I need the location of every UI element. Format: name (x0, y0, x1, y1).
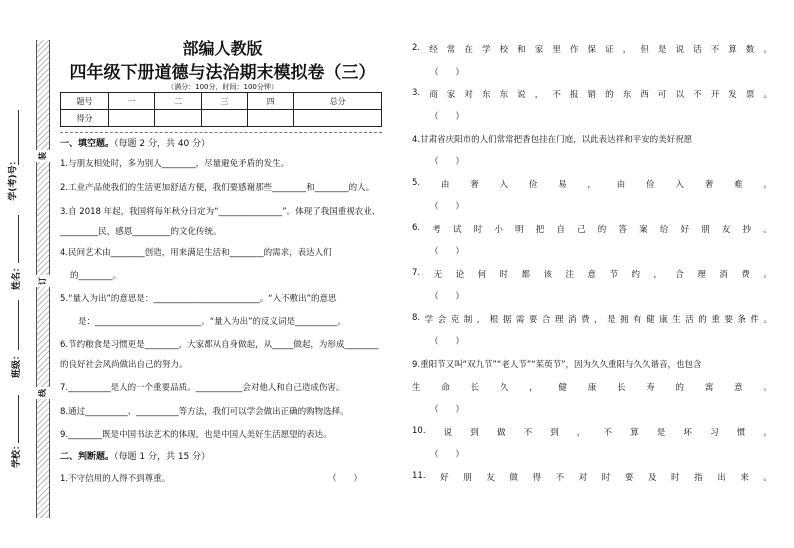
question-glyph: 难 (734, 180, 743, 190)
question-glyph: 东 (481, 90, 491, 100)
fill-question-1: 1.与朋友相处时，多为别人________，尽量避免矛盾的发生。 (60, 159, 290, 169)
section2-title: 二、判断题。 (60, 452, 115, 462)
answer-paren-4[interactable]: （ ） (430, 157, 465, 167)
score-header-cell: 总分 (294, 93, 382, 110)
question-glyph: 来 (740, 473, 749, 483)
question-glyph: 奢 (704, 180, 714, 190)
question-glyph: 8. (412, 313, 421, 323)
question-glyph: 时 (601, 473, 611, 483)
score-cell[interactable] (155, 110, 201, 127)
section-divider (60, 132, 382, 133)
question-glyph: 对 (464, 90, 473, 100)
student-id-line (18, 110, 19, 165)
question-glyph: 。 (763, 45, 772, 55)
question-glyph: 入 (499, 180, 509, 190)
answer-paren-7[interactable]: （ ） (430, 292, 465, 302)
judge-question-11 (412, 471, 772, 483)
question-glyph: 做 (509, 473, 518, 483)
question-glyph: 作 (569, 45, 579, 55)
fill-question-2: 2.工业产品使我们的生活更加舒适方便，我们要感谢那些________和________的人。 (60, 183, 375, 193)
question-glyph: 学 (481, 45, 491, 55)
question-glyph: 节 (609, 270, 618, 280)
question-glyph: 10. (412, 426, 426, 436)
question-glyph: 件 (750, 315, 759, 325)
question-glyph: 消 (567, 315, 577, 325)
score-header-cell: 一 (109, 93, 155, 110)
question-glyph: 注 (565, 270, 575, 280)
question-glyph: 算 (630, 428, 639, 438)
question-glyph: 俭 (646, 180, 655, 190)
question-glyph: 11. (412, 471, 426, 481)
answer-paren-9[interactable]: （ ） (430, 405, 465, 415)
question-glyph: 数 (745, 45, 755, 55)
question-glyph: 试 (452, 225, 462, 235)
question-glyph: 小 (494, 225, 503, 235)
question-glyph: 明 (515, 225, 524, 235)
question-glyph: 好 (680, 225, 690, 235)
question-glyph: 销 (587, 90, 597, 100)
question-glyph: 长 (616, 383, 626, 393)
binding-mark-zhuang: 装 (35, 150, 51, 162)
question-glyph: 西 (640, 90, 649, 100)
question-glyph: 都 (521, 270, 531, 280)
answer-paren-5[interactable]: （ ） (430, 202, 465, 212)
question-glyph: 的 (605, 90, 614, 100)
question-glyph: 习 (710, 428, 719, 438)
question-glyph: ， (622, 45, 632, 55)
score-table-score-row (61, 110, 382, 127)
exam-title: 四年级下册道德与法治期末模拟卷（三） (69, 63, 376, 83)
exam-info: （满分：100分，时间：100分钟） (167, 83, 278, 91)
question-glyph: 寿 (646, 383, 655, 393)
question-glyph: 抄 (742, 225, 752, 235)
question-glyph: 奢 (470, 180, 479, 190)
question-glyph: 由 (440, 180, 450, 190)
question-glyph: 做 (496, 428, 506, 438)
answer-paren-6[interactable]: （ ） (430, 247, 465, 257)
question-glyph: 证 (605, 45, 614, 55)
fill-question-7: 7.__________是人的一个重要品质。___________会对他人和自己造成伤害。 (60, 383, 345, 393)
question-glyph: 东 (622, 90, 632, 100)
question-glyph: 学 (424, 315, 434, 325)
judge-question-10 (412, 426, 772, 438)
question-glyph: 以 (675, 90, 685, 100)
section1-points: （每题 2 分，共 40 分） (114, 139, 211, 149)
question-glyph: 己 (577, 225, 586, 235)
score-cell[interactable] (248, 110, 294, 127)
fill-question-9: 9.________既是中国书法艺术的体现，也是中国人美好生活愿望的表达。 (60, 430, 332, 440)
question-glyph: 重 (711, 315, 720, 325)
question-glyph: 要 (624, 473, 634, 483)
question-glyph: 需 (515, 315, 525, 325)
binding-mark-xian: 线 (35, 387, 51, 399)
name-line (18, 215, 19, 263)
question-glyph: 友 (721, 225, 731, 235)
question-glyph: 出 (717, 473, 726, 483)
question-glyph: 费 (581, 315, 590, 325)
question-glyph: 东 (499, 90, 509, 100)
fill-question-8: 8.通过__________、__________等方法，我们可以学会做出正确的购物选择。 (60, 407, 349, 417)
question-glyph: 话 (693, 45, 702, 55)
question-glyph: 的 (597, 225, 607, 235)
score-header-cell: 二 (155, 93, 201, 110)
question-glyph: ， (653, 270, 662, 280)
question-glyph: ， (534, 90, 544, 100)
question-glyph: 入 (675, 180, 684, 190)
question-glyph: 。 (763, 383, 772, 393)
question-glyph: 得 (532, 473, 541, 483)
question-glyph: 及 (647, 473, 657, 483)
judge-question-8 (412, 313, 772, 325)
score-header-cell: 四 (248, 93, 294, 110)
question-glyph: 由 (616, 180, 626, 190)
question-glyph: 友 (486, 473, 495, 483)
score-table (60, 92, 382, 127)
question-glyph: 3. (412, 88, 421, 98)
question-glyph: 惯 (736, 428, 746, 438)
section2-heading (60, 449, 210, 462)
score-row-label: 得分 (61, 110, 109, 127)
question-glyph: 长 (470, 383, 480, 393)
fill-question-3-cont: _________民，感恩_________的文化传统。 (60, 227, 222, 237)
score-cell[interactable] (201, 110, 247, 127)
question-glyph: 合 (541, 315, 551, 325)
question-glyph: 该 (543, 270, 553, 280)
question-glyph: 把 (535, 225, 545, 235)
name-label: 姓名： (12, 262, 23, 291)
question-glyph: 的 (698, 315, 707, 325)
question-glyph: 票 (745, 90, 755, 100)
fill-question-4-cont: 的________。 (70, 271, 122, 281)
question-glyph: 条 (737, 315, 746, 325)
question-glyph: 活 (685, 315, 694, 325)
question-glyph: 。 (763, 225, 772, 235)
question-glyph: 克 (450, 315, 460, 325)
fill-question-5-cont: 是：_________________________。“量入为出”的反义词是__________。 (78, 317, 347, 327)
question-glyph: 健 (558, 383, 567, 393)
question-glyph: 考 (432, 225, 441, 235)
question-glyph: 到 (470, 428, 479, 438)
question-glyph: 拥 (620, 315, 629, 325)
question-glyph: 开 (710, 90, 720, 100)
question-glyph: 给 (659, 225, 669, 235)
fill-question-4: 4.民间艺术由________创造，用来满足生活和________的需求，表达人们 (60, 248, 332, 258)
question-glyph: 在 (464, 45, 473, 55)
class-label: 班级： (12, 350, 23, 379)
question-glyph: 保 (587, 45, 597, 55)
publisher-heading: 部编人教版 (182, 39, 263, 58)
question-glyph: 5. (412, 178, 421, 188)
judge-question-7 (412, 268, 772, 280)
question-glyph: 据 (502, 315, 512, 325)
question-glyph: 费 (741, 270, 750, 280)
question-glyph: 商 (429, 90, 438, 100)
question-glyph: 不 (523, 428, 533, 438)
question-glyph: 到 (550, 428, 559, 438)
question-glyph: 家 (534, 45, 544, 55)
question-glyph: 合 (675, 270, 684, 280)
question-glyph: 根 (489, 315, 499, 325)
binding-strip (0, 0, 56, 548)
class-line (18, 300, 19, 350)
question-glyph: 案 (639, 225, 648, 235)
question-glyph: 久 (499, 383, 509, 393)
question-glyph: 家 (446, 90, 456, 100)
question-glyph: 朋 (463, 473, 472, 483)
question-glyph: 是 (657, 45, 667, 55)
question-glyph: 校 (499, 45, 509, 55)
question-glyph: ， (587, 180, 596, 190)
question-glyph: 。 (763, 180, 772, 190)
question-glyph: 生 (412, 383, 421, 393)
question-glyph: 康 (587, 383, 597, 393)
judge-question-2 (412, 43, 772, 55)
question-glyph: 但 (640, 45, 649, 55)
question-glyph: 。 (763, 90, 772, 100)
score-header-cell: 三 (201, 93, 247, 110)
section1-heading (60, 136, 210, 149)
question-glyph: 说 (517, 90, 526, 100)
question-glyph: ， (594, 315, 603, 325)
score-table-header-row (61, 93, 382, 110)
score-cell[interactable] (294, 110, 382, 127)
student-id-label: 学(考)号： (8, 156, 19, 201)
question-glyph: 报 (569, 90, 579, 100)
question-glyph: 无 (433, 270, 443, 280)
binding-mark-ding: 订 (35, 275, 51, 287)
question-glyph: 不 (710, 45, 720, 55)
question-glyph: 要 (528, 315, 538, 325)
question-glyph: ， (529, 383, 538, 393)
question-glyph: 朋 (701, 225, 710, 235)
question-glyph: 制 (463, 315, 473, 325)
question-glyph: 6. (412, 223, 421, 233)
question-glyph: 指 (694, 473, 703, 483)
question-glyph: 何 (477, 270, 487, 280)
judge-question-1-paren[interactable]: （ ） (328, 474, 363, 484)
question-glyph: 会 (437, 315, 447, 325)
question-glyph: 时 (473, 225, 483, 235)
judge-question-4: 4.甘肃省庆阳市的人们常常把香包挂在门庭，以此表达祥和平安的美好祝愿 (412, 135, 693, 145)
question-glyph: 。 (763, 473, 772, 483)
judge-question-1: 1.不守信用的人得不到尊重。 (60, 474, 171, 484)
answer-paren-2[interactable]: （ ） (430, 68, 465, 78)
question-glyph: 意 (587, 270, 596, 280)
question-glyph: 易 (558, 180, 567, 190)
question-glyph: 健 (646, 315, 655, 325)
fill-question-6: 6.节约粮食是习惯更是________，大家都从自身做起，从_____做起，为形成________ (60, 340, 379, 350)
question-glyph: 自 (556, 225, 565, 235)
question-glyph: 坏 (683, 428, 692, 438)
question-glyph: 理 (697, 270, 706, 280)
answer-paren-8[interactable]: （ ） (430, 337, 465, 347)
judge-question-9: 9.重阳节又叫“双九节”“老人节”“茱萸节”，因为久久重阳与久久谐音，也包含 (412, 360, 702, 370)
section2-points: （每题 1 分，共 15 分） (114, 452, 211, 462)
question-glyph: 经 (429, 45, 438, 55)
question-glyph: 是 (607, 315, 616, 325)
question-glyph: 俭 (528, 180, 538, 190)
question-glyph: ， (476, 315, 486, 325)
question-glyph: 有 (633, 315, 642, 325)
question-glyph: 寓 (704, 383, 714, 393)
question-glyph: 命 (441, 383, 450, 393)
school-label: 学校： (12, 440, 23, 469)
question-glyph: 7. (412, 268, 421, 278)
question-glyph: 可 (657, 90, 667, 100)
question-glyph: 说 (675, 45, 685, 55)
question-glyph: 。 (763, 315, 772, 325)
question-glyph: 算 (728, 45, 737, 55)
answer-paren-3[interactable]: （ ） (430, 112, 465, 122)
question-glyph: 发 (728, 90, 737, 100)
question-glyph: 的 (675, 383, 685, 393)
school-line (18, 395, 19, 443)
question-glyph: 好 (440, 473, 449, 483)
judge-question-5 (412, 178, 772, 190)
question-glyph: 。 (763, 270, 772, 280)
question-glyph: ， (576, 428, 586, 438)
question-glyph: 康 (659, 315, 668, 325)
fill-question-5: 5.“量入为出”的意思是：_________________________。“入不敷出”的意思 (60, 294, 337, 304)
section1-title: 一、填空题。 (60, 139, 115, 149)
question-glyph: 是 (656, 428, 666, 438)
question-glyph: 约 (631, 270, 640, 280)
question-glyph: 意 (734, 383, 743, 393)
question-glyph: 论 (455, 270, 465, 280)
question-glyph: 理 (554, 315, 564, 325)
question-glyph: 和 (517, 45, 526, 55)
score-header-cell: 题号 (61, 93, 109, 110)
judge-question-9-cont (412, 381, 772, 393)
question-glyph: 不 (555, 473, 565, 483)
question-glyph: 答 (618, 225, 627, 235)
question-glyph: 2. (412, 43, 421, 53)
question-glyph: 常 (446, 45, 456, 55)
question-glyph: 里 (552, 45, 561, 55)
question-glyph: 消 (719, 270, 728, 280)
score-cell[interactable] (109, 110, 155, 127)
question-glyph: 生 (672, 315, 681, 325)
question-glyph: 要 (724, 315, 733, 325)
answer-paren-10[interactable]: （ ） (430, 450, 465, 460)
question-glyph: 。 (763, 428, 772, 438)
question-glyph: 对 (578, 473, 588, 483)
fill-question-3: 3.自 2018 年起，我国将每年秋分日定为“_______________”。体现了我国重视农业、 (60, 207, 381, 217)
judge-question-3 (412, 88, 772, 100)
question-glyph: 不 (552, 90, 561, 100)
question-glyph: 不 (603, 428, 613, 438)
question-glyph: 不 (693, 90, 702, 100)
question-glyph: 时 (499, 270, 509, 280)
question-glyph: 时 (671, 473, 680, 483)
fill-question-6-cont: 的良好社会风尚做出自己的努力。 (60, 360, 188, 370)
judge-question-6 (412, 223, 772, 235)
question-glyph: 说 (443, 428, 453, 438)
